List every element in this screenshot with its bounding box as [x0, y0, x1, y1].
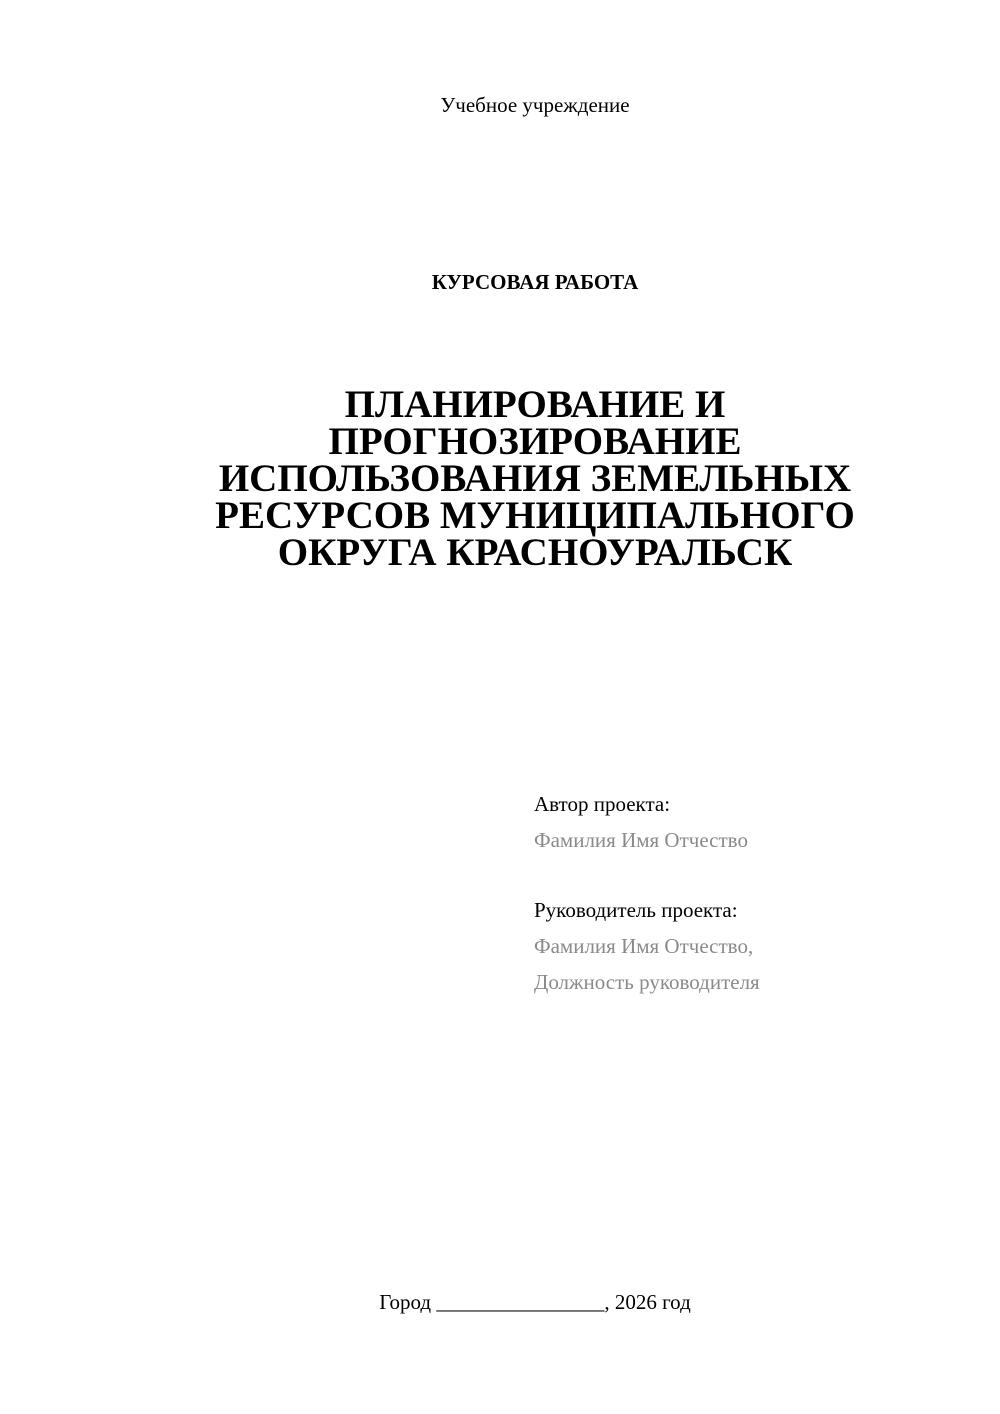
- document-title: [170, 383, 900, 574]
- city-year-footer: Город ________________, 2026 год: [379, 1290, 691, 1314]
- supervisor-label: Руководитель проекта:: [534, 898, 738, 922]
- supervisor-position: Должность руководителя: [534, 970, 760, 994]
- title-line: ОКРУГА КРАСНОУРАЛЬСК: [277, 531, 793, 574]
- author-name: Фамилия Имя Отчество: [534, 828, 748, 852]
- title-line: ПЛАНИРОВАНИЕ И: [344, 383, 726, 426]
- work-type-heading: КУРСОВАЯ РАБОТА: [431, 270, 639, 294]
- supervisor-block: [534, 892, 760, 1000]
- supervisor-name: Фамилия Имя Отчество,: [534, 934, 754, 958]
- institution-name: Учебное учреждение: [440, 93, 630, 117]
- title-line: РЕСУРСОВ МУНИЦИПАЛЬНОГО: [215, 494, 855, 537]
- title-line: ПРОГНОЗИРОВАНИЕ: [328, 420, 742, 463]
- author-block: [534, 786, 748, 858]
- author-label: Автор проекта:: [534, 792, 671, 816]
- title-line: ИСПОЛЬЗОВАНИЯ ЗЕМЕЛЬНЫХ: [218, 457, 852, 500]
